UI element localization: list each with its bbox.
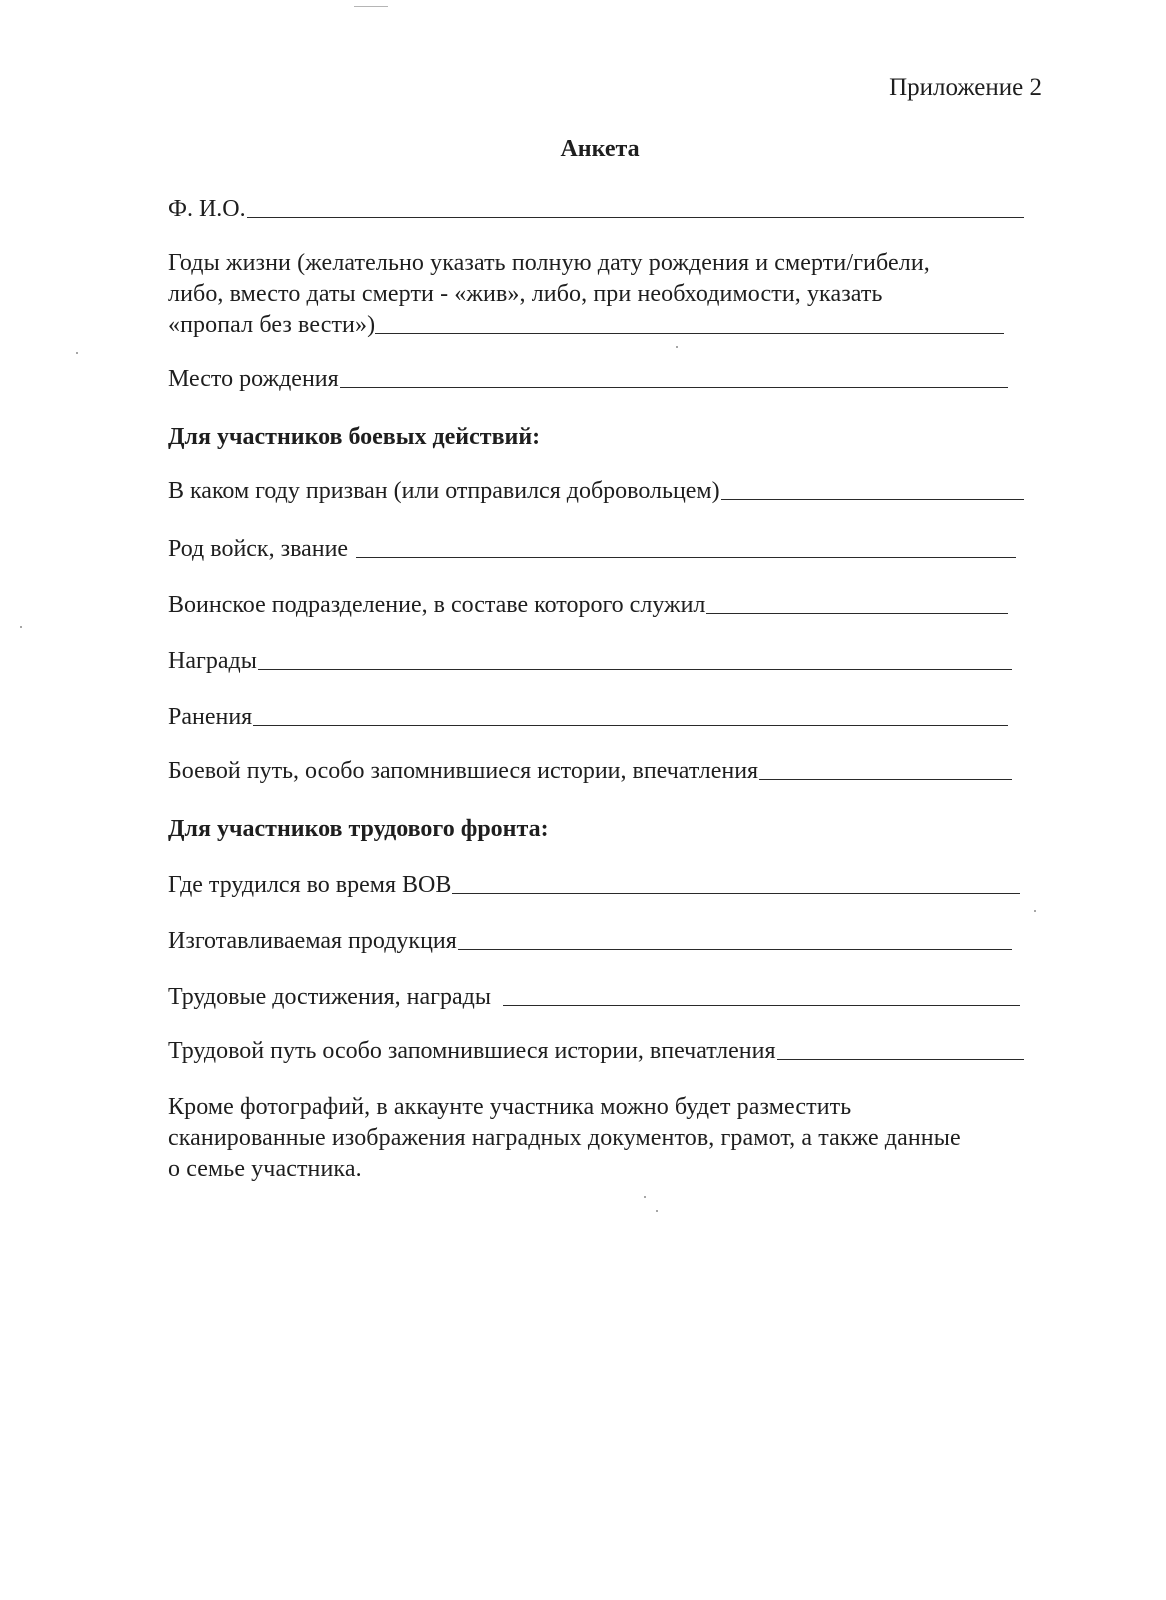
life-years-label-tail: «пропал без вести») xyxy=(168,312,376,338)
year-drafted-blank-line[interactable] xyxy=(721,499,1024,500)
labor-path-label: Трудовой путь особо запомнившиеся истории, впечатления xyxy=(168,1038,776,1064)
scan-mark xyxy=(354,6,388,7)
page-title: Анкета xyxy=(560,136,640,162)
workplace-blank-line[interactable] xyxy=(452,893,1020,894)
life-years-field[interactable] xyxy=(168,248,1040,341)
birthplace-label: Место рождения xyxy=(168,366,339,392)
labor-path-blank-line[interactable] xyxy=(777,1059,1025,1060)
awards-label: Награды xyxy=(168,648,257,674)
products-label: Изготавливаемая продукция xyxy=(168,928,457,954)
footer-note-line-3: о семье участника. xyxy=(168,1156,362,1182)
scan-speck xyxy=(76,352,78,354)
year-drafted-label: В каком году призван (или отправился добровольцем) xyxy=(168,478,720,504)
scan-speck xyxy=(1034,910,1036,912)
combat-path-field[interactable] xyxy=(168,758,1012,785)
unit-label: Воинское подразделение, в составе которого служил xyxy=(168,592,706,618)
footer-note-line-2: сканированные изображения наградных документов, грамот, а также данные xyxy=(168,1125,961,1151)
branch-rank-field[interactable] xyxy=(168,536,1016,563)
combat-path-label: Боевой путь, особо запомнившиеся истории, впечатления xyxy=(168,758,759,784)
products-blank-line[interactable] xyxy=(458,949,1012,950)
labor-path-field[interactable] xyxy=(168,1038,1024,1065)
life-years-line-2: либо, вместо даты смерти - «жив», либо, при необходимости, указать xyxy=(168,281,883,307)
birthplace-field[interactable] xyxy=(168,366,1008,393)
appendix-label: Приложение 2 xyxy=(889,74,1042,101)
birthplace-blank-line[interactable] xyxy=(340,387,1008,388)
fio-field[interactable] xyxy=(168,196,1024,223)
branch-rank-blank-line[interactable] xyxy=(356,557,1016,558)
products-field[interactable] xyxy=(168,928,1012,955)
achievements-field[interactable] xyxy=(168,984,1020,1011)
wounds-field[interactable] xyxy=(168,704,1008,731)
fio-blank-line[interactable] xyxy=(247,217,1024,218)
year-drafted-field[interactable] xyxy=(168,478,1024,505)
achievements-blank-line[interactable] xyxy=(503,1005,1020,1006)
footer-note-line-1: Кроме фотографий, в аккаунте участника можно будет разместить xyxy=(168,1094,852,1120)
combat-section-heading: Для участников боевых действий: xyxy=(168,424,541,450)
scan-speck xyxy=(656,1210,658,1212)
workplace-field[interactable] xyxy=(168,872,1020,899)
unit-blank-line[interactable] xyxy=(706,613,1008,614)
unit-field[interactable] xyxy=(168,592,1008,619)
awards-field[interactable] xyxy=(168,648,1012,675)
life-years-line-1: Годы жизни (желательно указать полную дату рождения и смерти/гибели, xyxy=(168,250,930,276)
footer-note xyxy=(168,1092,1048,1185)
life-years-blank-line[interactable] xyxy=(375,333,1004,334)
fio-label: Ф. И.О. xyxy=(168,196,246,222)
branch-rank-label: Род войск, звание xyxy=(168,536,349,562)
combat-path-blank-line[interactable] xyxy=(759,779,1012,780)
labor-section-heading: Для участников трудового фронта: xyxy=(168,816,549,842)
workplace-label: Где трудился во время ВОВ xyxy=(168,872,452,898)
scan-speck xyxy=(20,626,22,628)
life-years-line-3 xyxy=(168,310,1004,341)
wounds-label: Ранения xyxy=(168,704,253,730)
awards-blank-line[interactable] xyxy=(258,669,1012,670)
scan-speck xyxy=(644,1196,646,1198)
wounds-blank-line[interactable] xyxy=(253,725,1008,726)
scan-speck xyxy=(676,346,678,348)
achievements-label: Трудовые достижения, награды xyxy=(168,984,492,1010)
